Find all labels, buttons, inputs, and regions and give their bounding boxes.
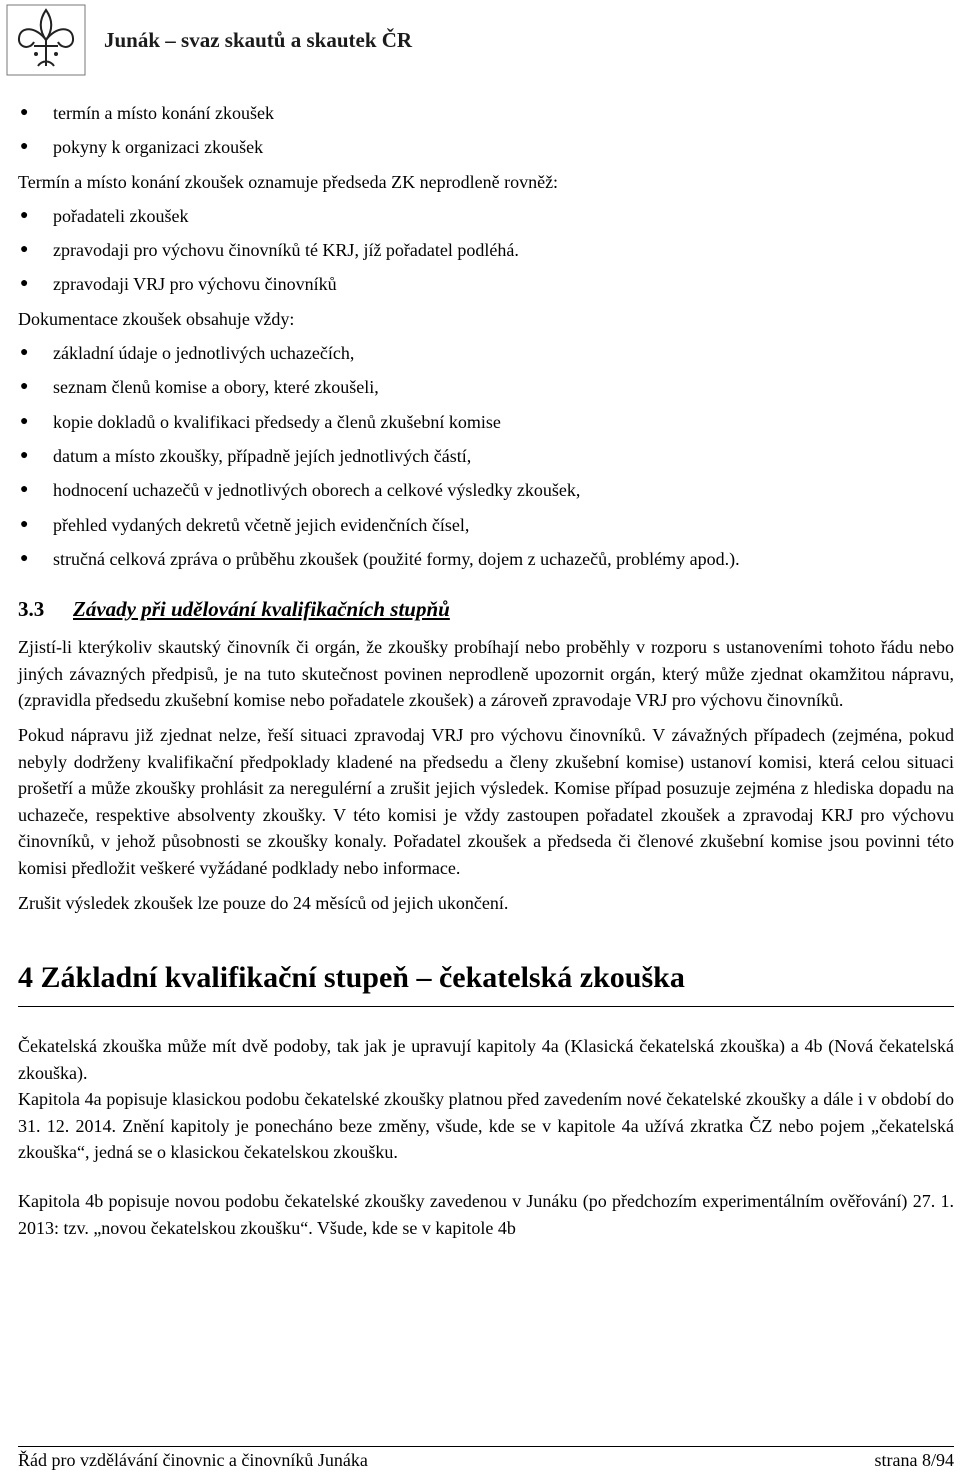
paragraph: Pokud nápravu již zjednat nelze, řeší situaci zpravodaj VRJ pro výchovu činovníků. V závažných případech (zejména, pokud nebyly dodrženy kvalifikační předpoklady kladené na předsedu a členy zkušební komise) ustanoví komisi, která celou situaci prošetří a může zkoušky prohlásit za neregulérní a zrušit jejich výsledek. Komise případ posuzuje zejména z hlediska dopadu na uchazeče, respektive absolventy zkoušky. V této komisi je vždy zastoupen pořadatel zkoušek a zpravodaj KRJ pro výchovu činovníků, v jehož působnosti se zkoušky konaly. Pořadatel zkoušek a předseda či členové zkušební komise jsou povinni této komisi předložit veškeré vyžádané podklady nebo informace. (18, 724, 954, 878)
bullet-icon: ● (20, 242, 29, 258)
bullet-icon: ● (20, 379, 29, 395)
list-item: ● pořadateli zkoušek (18, 199, 954, 233)
announce-line: Termín a místo konání zkoušek oznamuje předseda ZK neprodleně rovněž: (18, 171, 559, 192)
bullet-icon: ● (20, 207, 29, 223)
list-item: ● kopie dokladů o kvalifikaci předsedy a členů zkušební komise (18, 405, 954, 439)
bullet-icon: ● (20, 447, 29, 463)
bullet-icon: ● (20, 345, 29, 361)
bullet-list-documentation (18, 336, 954, 576)
page-header (0, 0, 960, 82)
bullet-icon: ● (20, 482, 29, 498)
bullet-icon: ● (20, 516, 29, 532)
section-title: Závady při udělování kvalifikačních stupňů (73, 597, 450, 622)
section-heading-3-3 (18, 592, 954, 626)
list-item: ● pokyny k organizaci zkoušek (18, 130, 954, 164)
bullet-icon: ● (20, 413, 29, 429)
bullet-icon: ● (20, 105, 29, 120)
paragraph: Zrušit výsledek zkoušek lze pouze do 24 měsíců od jejich ukončení. (18, 892, 509, 913)
paragraph: Zjistí-li kterýkoliv skautský činovník či orgán, že zkoušky probíhají nebo proběhly v rozporu s ustanoveními tohoto řádu nebo jiných závazných předpisů, je na tuto skutečnost povinen neprodleně upozornit orgán, který může zjednat okamžitou nápravu, (zpravidla předsedu zkušební komise nebo pořadatele zkoušek) a zároveň zpravodaje VRJ pro výchovu činovníků. (18, 637, 954, 711)
list-item: ● zpravodaji pro výchovu činovníků té KRJ, jíž pořadatel podléhá. (18, 233, 954, 267)
footer-doc-title: Řád pro vzdělávání činovnic a činovníků Junáka (18, 1450, 368, 1470)
list-item: ● seznam členů komise a obory, které zkoušeli, (18, 370, 954, 404)
bullet-icon: ● (20, 550, 29, 566)
bullet-icon: ● (20, 276, 29, 292)
docs-line: Dokumentace zkoušek obsahuje vždy: (18, 308, 295, 329)
page-number: strana 8/94 (874, 1450, 954, 1470)
list-item: ● termín a místo konání zkoušek (18, 96, 954, 130)
paragraph: Kapitola 4a popisuje klasickou podobu čekatelské zkoušky platnou před zavedením nové čekatelské zkoušky a dále i v období do 31. 12. 2014. Znění kapitoly je ponecháno beze změny, všude, kde se v kapitole 4a užívá zkratka ČZ nebo pojem „čekatelská zkouška“, jedná se o klasickou čekatelskou zkoušku. (18, 1089, 954, 1163)
paragraph: Kapitola 4b popisuje novou podobu čekatelské zkoušky zavedenou v Junáku (po předchozím experimentálním ověřování) 27. 1. 2013: tzv. „novou čekatelskou zkoušku“. Všude, kde se v kapitole 4b (18, 1191, 954, 1238)
section-number: 3.3 (18, 597, 45, 622)
list-item: ● základní údaje o jednotlivých uchazečích, (18, 336, 954, 370)
paragraph: Čekatelská zkouška může mít dvě podoby, tak jak je upravují kapitoly 4a (Klasická čekatelská zkouška) a 4b (Nová čekatelská zkouška). (18, 1036, 954, 1083)
list-item: ● hodnocení uchazečů v jednotlivých oborech a celkové výsledky zkoušek, (18, 473, 954, 507)
chapter-heading-4: 4 Základní kvalifikační stupeň – čekatelská zkouška (18, 958, 954, 1007)
fleur-de-lis-logo-icon (6, 4, 86, 76)
bullet-list-recipients (18, 199, 954, 302)
organization-name: Junák – svaz skautů a skautek ČR (104, 28, 413, 52)
bullet-list-exam-info (18, 96, 954, 165)
page-footer (18, 1446, 954, 1470)
list-item: ● přehled vydaných dekretů včetně jejich evidenčních čísel, (18, 508, 954, 542)
bullet-icon: ● (20, 139, 29, 155)
document-body (18, 96, 954, 1241)
list-item: ● stručná celková zpráva o průběhu zkoušek (použité formy, dojem z uchazečů, problémy apod.). (18, 542, 954, 576)
list-item: ● datum a místo zkoušky, případně jejích jednotlivých částí, (18, 439, 954, 473)
list-item: ● zpravodaji VRJ pro výchovu činovníků (18, 267, 954, 301)
